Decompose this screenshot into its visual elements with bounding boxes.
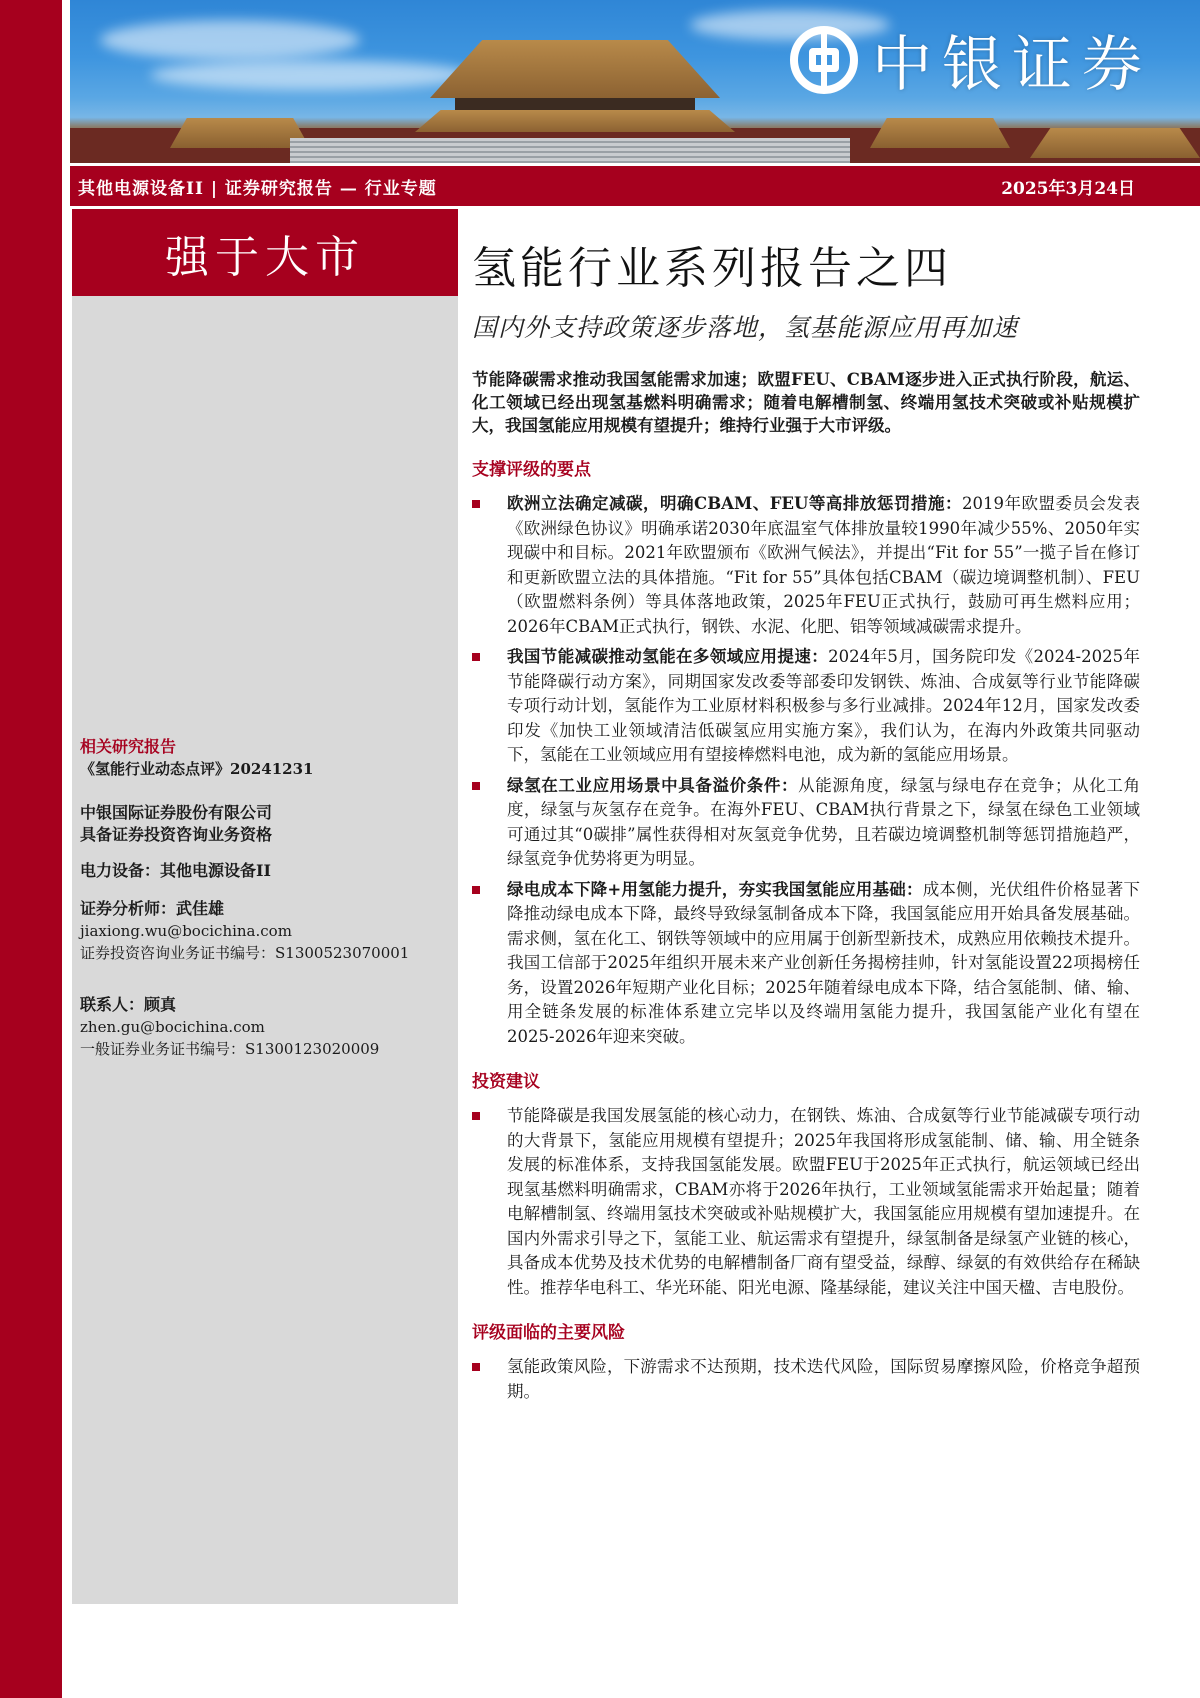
related-reports-title: 相关研究报告 — [80, 737, 177, 756]
section-rating-points — [472, 455, 1140, 1049]
bullet-body: 2019年欧盟委员会发表《欧洲绿色协议》明确承诺2030年底温室气体排放量较1990年减少55%、2050年实现碳中和目标。2021年欧盟颁布《欧洲气候法》，并提出“Fit for 55”一揽子旨在修订和更新欧盟立法的具体措施。“Fit for 55”具体包括CBAM（碳边境调整机制）、FEU（欧盟燃料条例）等具体落地政策，2025年FEU正式执行，鼓励可再生燃料应用；2026年CBAM正式执行，钢铁、水泥、化肥、铝等领域减碳需求提升。 — [507, 494, 1140, 636]
bullet-square-icon — [472, 886, 480, 894]
bullet-square-icon — [472, 500, 480, 508]
bullet-body: 节能降碳是我国发展氢能的核心动力，在钢铁、炼油、合成氨等行业节能减碳专项行动的大背景下，氢能应用规模有望提升；2025年我国将形成氢能制、储、输、用全链条发展的标准体系，支持我国氢能发展。欧盟FEU于2025年正式执行，航运领域已经出现氢基燃料明确需求，CBAM亦将于2026年执行，工业领域氢能需求开始起量；随着电解槽制氢、终端用氢技术突破或补贴规模扩大，我国氢能应用规模有望加速提升。在国内外需求引导之下，氢能工业、航运需求有望提升，绿氢制备是绿氢产业链的核心，具备成本优势及技术优势的电解槽制备厂商有望受益，绿醇、绿氨的有效供给存在稀缺性。推荐华电科工、华光环能、阳光电源、隆基绿能，建议关注中国天楹、吉电股份。 — [507, 1106, 1140, 1297]
cloud-decoration — [150, 60, 470, 90]
report-category: 其他电源设备II | 证券研究报告 — 行业专题 — [78, 178, 437, 199]
bullet-item — [472, 1355, 1140, 1404]
bullet-item — [472, 878, 1140, 1050]
analyst-info — [80, 898, 452, 964]
section-heading: 投资建议 — [472, 1072, 540, 1092]
company-info — [80, 802, 452, 846]
contact-certificate: 一般证券业务证书编号：S1300123020009 — [80, 1040, 380, 1058]
bullet-body: 从能源角度，绿氢与绿电存在竞争；从化工角度，绿氢与灰氢存在竞争。在海外FEU、CBAM执行背景之下，绿氢在绿色工业领域可通过其“0碳排”属性获得相对灰氢竞争优势，且若碳边境调整机制等惩罚措施趋严，绿氢竞争优势将更为明显。 — [507, 775, 1140, 868]
bullet-item — [472, 1104, 1140, 1300]
bullet-lead: 绿电成本下降+用氢能力提升，夯实我国氢能应用基础： — [507, 879, 923, 899]
bullet-lead: 绿氢在工业应用场景中具备溢价条件： — [507, 775, 799, 795]
palace-steps — [290, 138, 850, 163]
header-banner-image — [70, 0, 1200, 163]
section-heading: 支撑评级的要点 — [472, 460, 591, 480]
bullet-square-icon — [472, 782, 480, 790]
bullet-item — [472, 492, 1140, 639]
report-summary: 节能降碳需求推动我国氢能需求加速；欧盟FEU、CBAM逐步进入正式执行阶段，航运、化工领域已经出现氢基燃料明确需求；随着电解槽制氢、终端用氢技术突破或补贴规模扩大，我国氢能应用规模有望提升；维持行业强于大市评级。 — [472, 370, 1140, 435]
bullet-lead: 我国节能减碳推动氢能在多领域应用提速： — [507, 647, 829, 666]
bullet-item — [472, 774, 1140, 872]
bullet-lead: 欧洲立法确定减碳，明确CBAM、FEU等高排放惩罚措施： — [507, 494, 962, 513]
palace-side-roof — [870, 118, 1010, 148]
contact-email[interactable]: zhen.gu@bocichina.com — [80, 1018, 265, 1036]
section-investment-advice — [472, 1067, 1140, 1300]
analyst-email[interactable]: jiaxiong.wu@bocichina.com — [80, 922, 292, 940]
contact-name: 联系人：顾真 — [80, 995, 177, 1014]
section-heading: 评级面临的主要风险 — [472, 1323, 625, 1343]
bullet-body: 成本侧，光伏组件价格显著下降推动绿电成本下降，最终导致绿氢制备成本下降，我国氢能应用开始具备发展基础。需求侧，氢在化工、钢铁等领域中的应用属于创新型新技术，成熟应用依赖技术提升。我国工信部于2025年组织开展未来产业创新任务揭榜挂帅，针对氢能设置22项揭榜任务，设置2026年短期产业化目标；2025年随着绿电成本下降，结合氢能制、储、输、用全链条发展的标准体系建立完毕以及终端用氢能力提升，我国氢能产业化有望在2025-2026年迎来突破。 — [507, 879, 1140, 1046]
report-body — [472, 368, 1140, 1410]
cloud-decoration — [100, 20, 360, 60]
rating-label: 强于大市 — [165, 231, 365, 283]
boc-logo-icon — [790, 26, 858, 94]
brand-logo — [790, 22, 1200, 100]
report-date: 2025年3月24日 — [1001, 178, 1135, 199]
bullet-square-icon — [472, 653, 480, 661]
industry-classification: 电力设备：其他电源设备II — [80, 861, 271, 880]
bullet-body: 氢能政策风险，下游需求不达预期，技术迭代风险，国际贸易摩擦风险，价格竞争超预期。 — [507, 1357, 1140, 1401]
company-name: 中银国际证券股份有限公司 — [80, 803, 273, 822]
report-header-bar — [70, 166, 1200, 206]
palace-lower-roof — [415, 110, 735, 132]
section-rating-risks — [472, 1318, 1140, 1404]
related-reports — [80, 736, 452, 780]
company-qualification: 具备证券投资咨询业务资格 — [80, 825, 273, 844]
palace-main-roof — [430, 40, 720, 98]
rating-box — [72, 209, 458, 296]
palace-side-roof — [170, 118, 310, 148]
sidebar — [72, 296, 458, 1604]
brand-name: 中银证券 — [872, 29, 1152, 100]
palace-hall — [455, 98, 695, 112]
left-brand-bar — [0, 0, 62, 1698]
report-title: 氢能行业系列报告之四 — [472, 243, 952, 294]
industry-info — [80, 860, 452, 882]
bullet-body: 2024年5月，国务院印发《2024-2025年节能降碳行动方案》，同期国家发改委等部委印发钢铁、炼油、合成氨等行业节能降碳专项行动计划，氢能作为工业原材料积极参与多行业减排。2024年12月，国家发改委印发《加快工业领域清洁低碳氢应用实施方案》，我们认为，在海内外政策共同驱动下，氢能在工业领域应用有望接棒燃料电池，成为新的氢能应用场景。 — [507, 647, 1141, 764]
analyst-name: 证券分析师：武佳雄 — [80, 899, 225, 918]
related-report-link[interactable]: 《氢能行业动态点评》20241231 — [80, 760, 314, 778]
report-subtitle: 国内外支持政策逐步落地，氢基能源应用再加速 — [472, 313, 1019, 342]
contact-info — [80, 994, 452, 1060]
bullet-square-icon — [472, 1112, 480, 1120]
bullet-item — [472, 645, 1140, 768]
analyst-certificate: 证券投资咨询业务证书编号：S1300523070001 — [80, 944, 410, 962]
palace-side-roof — [1030, 128, 1200, 158]
bullet-square-icon — [472, 1363, 480, 1371]
